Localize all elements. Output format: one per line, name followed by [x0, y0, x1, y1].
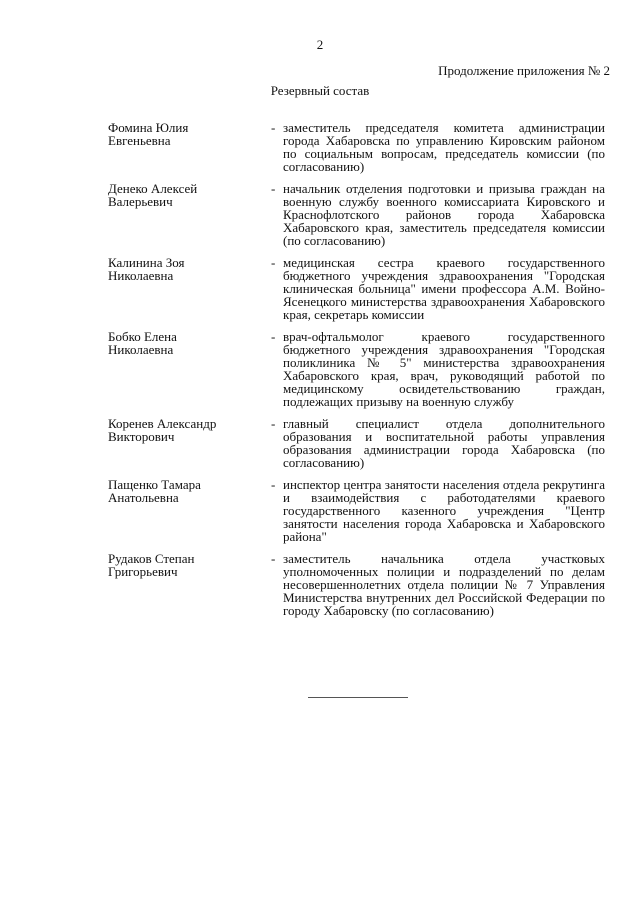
member-dash: - [271, 416, 276, 431]
member-name [108, 330, 271, 356]
member-surname-first: Коренев Александр [108, 416, 217, 431]
appendix-note: Продолжение приложения № 2 [438, 63, 610, 78]
member-surname-first: Рудаков Степан [108, 551, 195, 566]
member-row [108, 478, 605, 543]
member-role: инспектор центра занятости населения отдела рекрутинга и взаимодействия с работодателями краевого государственного казенного учреждения "Центр занятости населения города Хабаровска и Хабаровского района" [283, 477, 605, 544]
member-patronymic: Валерьевич [108, 194, 173, 209]
section-title: Резервный состав [270, 83, 370, 98]
member-row [108, 330, 605, 408]
member-name [108, 182, 271, 208]
member-name [108, 417, 271, 443]
member-name [108, 121, 271, 147]
member-row [108, 182, 605, 247]
member-surname-first: Пащенко Тамара [108, 477, 201, 492]
member-role: заместитель начальника отдела участковых уполномоченных полиции и подразделений по делам несовершеннолетних отдела полиции № 7 Управления Министерства внутренних дел Российской Федерации по городу Хабаровску (по согласованию) [283, 551, 605, 618]
member-row [108, 256, 605, 321]
member-row [108, 417, 605, 469]
member-list [108, 121, 605, 617]
page-number: 2 [316, 37, 324, 52]
member-dash: - [271, 477, 276, 492]
member-name [108, 256, 271, 282]
member-surname-first: Бобко Елена [108, 329, 177, 344]
member-name [108, 552, 271, 578]
member-row [108, 121, 605, 173]
member-name [108, 478, 271, 504]
member-role: врач-офтальмолог краевого государственного бюджетного учреждения здравоохранения "Городская поликлиника № 5" министерства здравоохранения Хабаровского края, врач, руководящий работой по медицинскому освидетельствованию граждан, подлежащих призыву на военную службу [283, 329, 605, 409]
member-dash: - [271, 329, 276, 344]
member-surname-first: Денеко Алексей [108, 181, 198, 196]
end-separator-line [308, 697, 408, 698]
member-dash: - [271, 551, 276, 566]
member-patronymic: Григорьевич [108, 564, 178, 579]
member-patronymic: Викторович [108, 429, 175, 444]
member-surname-first: Калинина Зоя [108, 255, 185, 270]
member-patronymic: Анатольевна [108, 490, 179, 505]
member-dash: - [271, 120, 276, 135]
member-surname-first: Фомина Юлия [108, 120, 189, 135]
member-row [108, 552, 605, 617]
member-dash: - [271, 181, 276, 196]
member-patronymic: Николаевна [108, 342, 174, 357]
member-dash: - [271, 255, 276, 270]
member-role: заместитель председателя комитета администрации города Хабаровска по управлению Кировским районом по социальным вопросам, председатель комиссии (по согласованию) [283, 120, 605, 174]
member-role: главный специалист отдела дополнительного образования и воспитательной работы управления образования администрации города Хабаровска (по согласованию) [283, 416, 605, 470]
member-role: начальник отделения подготовки и призыва граждан на военную службу военного комиссариата Кировского и Краснофлотского районов города Хабаровска Хабаровского края, заместитель председателя комиссии (по согласованию) [283, 181, 605, 248]
member-role: медицинская сестра краевого государственного бюджетного учреждения здравоохранения "Городская клиническая больница" имени профессора А.М. Войно-Ясенецкого министерства здравоохранения Хабаровского края, секретарь комиссии [283, 255, 605, 322]
member-patronymic: Николаевна [108, 268, 174, 283]
member-patronymic: Евгеньевна [108, 133, 171, 148]
